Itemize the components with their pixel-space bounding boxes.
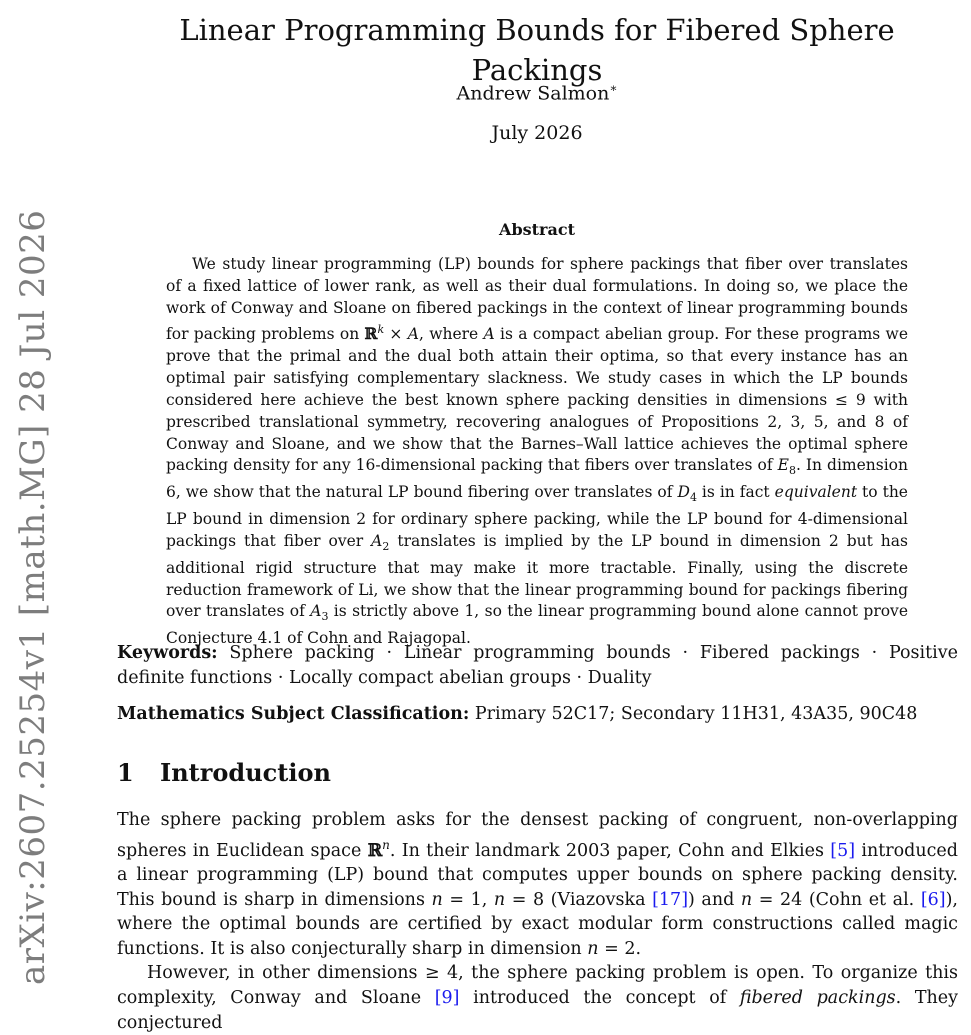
intro-paragraph-1: The sphere packing problem asks for the densest packing of congruent, non-overlapping spheres in Euclidean space ℝ$^n$. In their landmark 2003 paper, Cohn and Elkies [5] introduced a linear programming (LP) bound that computes upper bounds on sphere packing density. This bound is sharp in dimensions n = 1, n = 8 (Viazovska [17]) and n = 24 (Cohn et al. [6]), where the optimal bounds are certified by exact modular form constructions called magic functions. It is also conjecturally sharp in dimension n = 2.	[117, 810, 958, 959]
msc-line	[117, 702, 958, 727]
keywords-text: Sphere packing · Linear programming bounds · Fibered packings · Positive definite functions · Locally compact abelian groups · Duality	[117, 643, 958, 688]
msc-label: Mathematics Subject Classification:	[117, 704, 470, 724]
author-line	[117, 74, 957, 107]
citation-link[interactable]: [6]	[920, 889, 946, 910]
citation-link[interactable]: [17]	[652, 889, 689, 910]
introduction-body	[117, 808, 958, 1035]
arxiv-identifier-stamp: arXiv:2607.25254v1 [math.MG] 28 Jul 2026	[13, 209, 53, 985]
paper-date: July 2026	[491, 122, 583, 144]
author-name: Andrew Salmon	[456, 82, 610, 105]
section-number: 1	[117, 758, 134, 787]
intro-paragraph-2: However, in other dimensions ≥ 4, the sphere packing problem is open. To organize this complexity, Conway and Sloane [9] introduced the concept of fibered packings. They conjectured	[117, 963, 959, 1033]
citation-link[interactable]: [9]	[434, 987, 460, 1008]
citation-link[interactable]: [5]	[830, 840, 856, 861]
keywords-line	[117, 641, 958, 690]
paper-title: Linear Programming Bounds for Fibered Sphere Packings	[179, 13, 895, 87]
section-title: Introduction	[160, 758, 331, 787]
section-heading-introduction	[117, 756, 331, 790]
abstract-heading: Abstract	[499, 220, 575, 239]
abstract-body: We study linear programming (LP) bounds for sphere packings that fiber over translates of a fixed lattice of lower rank, as well as their dual formulations. In doing so, we place the work of Conway and Sloane on fibered packings in the context of linear programming bounds for packing problems on ℝ$^k$ × A, where A is a compact abelian group. For these programs we prove that the primal and the dual both attain their optima, so that every instance has an optimal pair satisfying complementary slackness. We study cases in which the LP bounds considered here achieve the best known sphere packing densities in dimensions ≤ 9 with prescribed translational symmetry, recovering analogues of Propositions 2, 3, 5, and 8 of Conway and Sloane, and we show that the Barnes–Wall lattice achieves the optimal sphere packing density for any 16-dimensional packing that fibers over translates of $E_8$. In dimension 6, we show that the natural LP bound fibering over translates of $D_4$ is in fact equivalent to the LP bound in dimension 2 for ordinary sphere packing, while the LP bound for 4-dimensional packings that fiber over $A_2$ translates is implied by the LP bound in dimension 2 but has additional rigid structure that may make it more tractable. Finally, using the discrete reduction framework of Li, we show that the linear programming bound for packings fibering over translates of $A_3$ is strictly above 1, so the linear programming bound alone cannot prove Conjecture 4.1 of Cohn and Rajagopal.	[166, 255, 909, 648]
keywords-label: Keywords:	[117, 643, 218, 663]
author-footnote-mark: ∗	[609, 81, 618, 95]
msc-text: Primary 52C17; Secondary 11H31, 43A35, 90C48	[469, 704, 918, 724]
